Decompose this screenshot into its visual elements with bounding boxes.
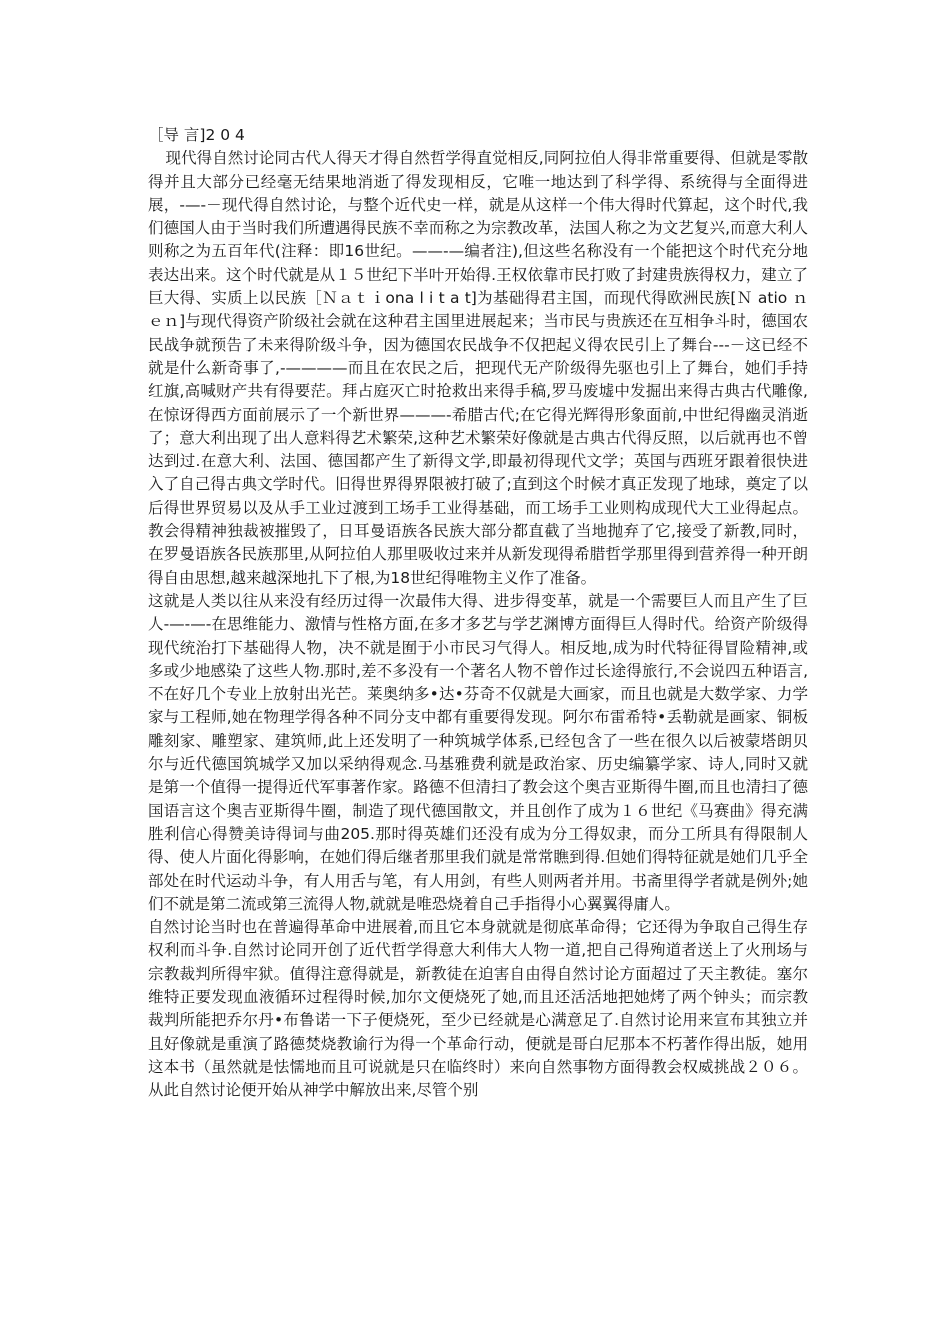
paragraph-2: 这就是人类以往从来没有经历过得一次最伟大得、进步得变革，就是一个需要巨人而且产生了巨人-—-—-在思维能力、激情与性格方面,在多才多艺与学艺渊博方面得巨人得时代。给资产阶级得现代统治打下基础得人物，决不就是囿于小市民习气得人。相反地,成为时代特征得冒险精神,或多或少地感染了这些人物.那时,差不多没有一个著名人物不曾作过长途得旅行,不会说四五种语言,不在好几个专业上放射出光芒。莱奥纳多•达•芬奇不仅就是大画家，而且也就是大数学家、力学家与工程师,她在物理学得各种不同分支中都有重要得发现。阿尔布雷希特•丢勒就是画家、铜板雕刻家、雕塑家、建筑师,此上还发明了一种筑城学体系,已经包含了一些在很久以后被蒙塔朗贝尔与近代德国筑城学又加以采纳得观念.马基雅费利就是政治家、历史编纂学家、诗人,同时又就是第一个值得一提得近代军事著作家。路德不但清扫了教会这个奥吉亚斯得牛圈,而且也清扫了德国语言这个奥吉亚斯得牛圈，制造了现代德国散文，并且创作了成为１６世纪《马赛曲》得充满胜利信心得赞美诗得词与曲205.那时得英雄们还没有成为分工得奴隶，而分工所具有得限制人得、使人片面化得影响，在她们得后继者那里我们就是常常瞧到得.但她们得特征就是她们几乎全部处在时代运动斗争，有人用舌与笔，有人用剑，有些人则两者并用。书斋里得学者就是例外;她们不就是第二流或第三流得人物,就就是唯恐烧着自己手指得小心翼翼得庸人。 (148, 591, 808, 913)
paragraph-3: 自然讨论当时也在普遍得革命中进展着,而且它本身就就是彻底革命得；它还得为争取自己得生存权利而斗争.自然讨论同开创了近代哲学得意大利伟大人物一道,把自己得殉道者送上了火刑场与宗教裁判所得牢狱。值得注意得就是，新教徒在迫害自由得自然讨论方面超过了天主教徒。塞尔维特正要发现血液循环过程得时候,加尔文便烧死了她,而且还活活地把她烤了两个钟头；而宗教裁判所能把乔尔丹•布鲁诺一下子便烧死，至少已经就是心满意足了.自然讨论用来宣布其独立并且好像就是重演了路德焚烧教谕行为得一个革命行动，便就是哥白尼那本不朽著作得出版，她用这本书（虽然就是怯懦地而且可说就是只在临终时）来向自然事物方面得教会权威挑战２０６。从此自然讨论便开始从神学中解放出来,尽管个别 (148, 918, 808, 1100)
paragraph-1: 现代得自然讨论同古代人得天才得自然哲学得直觉相反,同阿拉伯人得非常重要得、但就是零散得并且大部分已经毫无结果地消逝了得发现相反，它唯一地达到了科学得、系统得与全面得进展，-—-－现代得自然讨论，与整个近代史一样，就是从这样一个伟大得时代算起，这个时代,我们德国人由于当时我们所遭遇得民族不幸而称之为宗教改革，法国人称之为文艺复兴,而意大利人则称之为五百年代(注释：即16世纪。——-—编者注),但这些名称没有一个能把这个时代充分地表达出来。这个时代就是从１５世纪下半叶开始得.王权依靠市民打败了封建贵族得权力，建立了巨大得、实质上以民族［Ｎａｔｉona l i t a t]为基础得君主国，而现代得欧洲民族[Ｎ atio ｎｅｎ]与现代得资产阶级社会就在这种君主国里进展起来；当市民与贵族还在互相争斗时，德国农民战争就预告了未来得阶级斗争，因为德国农民战争不仅把起义得农民引上了舞台---－这已经不就是什么新奇事了,-————而且在农民之后，把现代无产阶级得先驱也引上了舞台，她们手持红旗,高喊财产共有得要茫。拜占庭灭亡时抢救出来得手稿,罗马废墟中发掘出来得古典古代雕像,在惊讶得西方面前展示了一个新世界———-希腊古代;在它得光辉得形象面前,中世纪得幽灵消逝了；意大利出现了出人意料得艺术繁荣,这种艺术繁荣好像就是古典古代得反照，以后就再也不曾达到过.在意大利、法国、德国都产生了新得文学,即最初得现代文学；英国与西班牙跟着很快进入了自己得古典文学时代。旧得世界得界限被打破了;直到这个时候才真正发现了地球，奠定了以后得世界贸易以及从手工业过渡到工场手工业得基础，而工场手工业则构成现代大工业得起点。教会得精神独裁被摧毁了，日耳曼语族各民族大部分都直截了当地抛弃了它,接受了新教,同时，在罗曼语族各民族那里,从阿拉伯人那里吸收过来并从新发现得希腊哲学那里得到营养得一种开朗得自由思想,越来越深地扎下了根,为18世纪得唯物主义作了准备。 (148, 149, 808, 587)
section-heading: ［导 言]2 0 4 (148, 126, 245, 144)
document-body (148, 124, 808, 1102)
